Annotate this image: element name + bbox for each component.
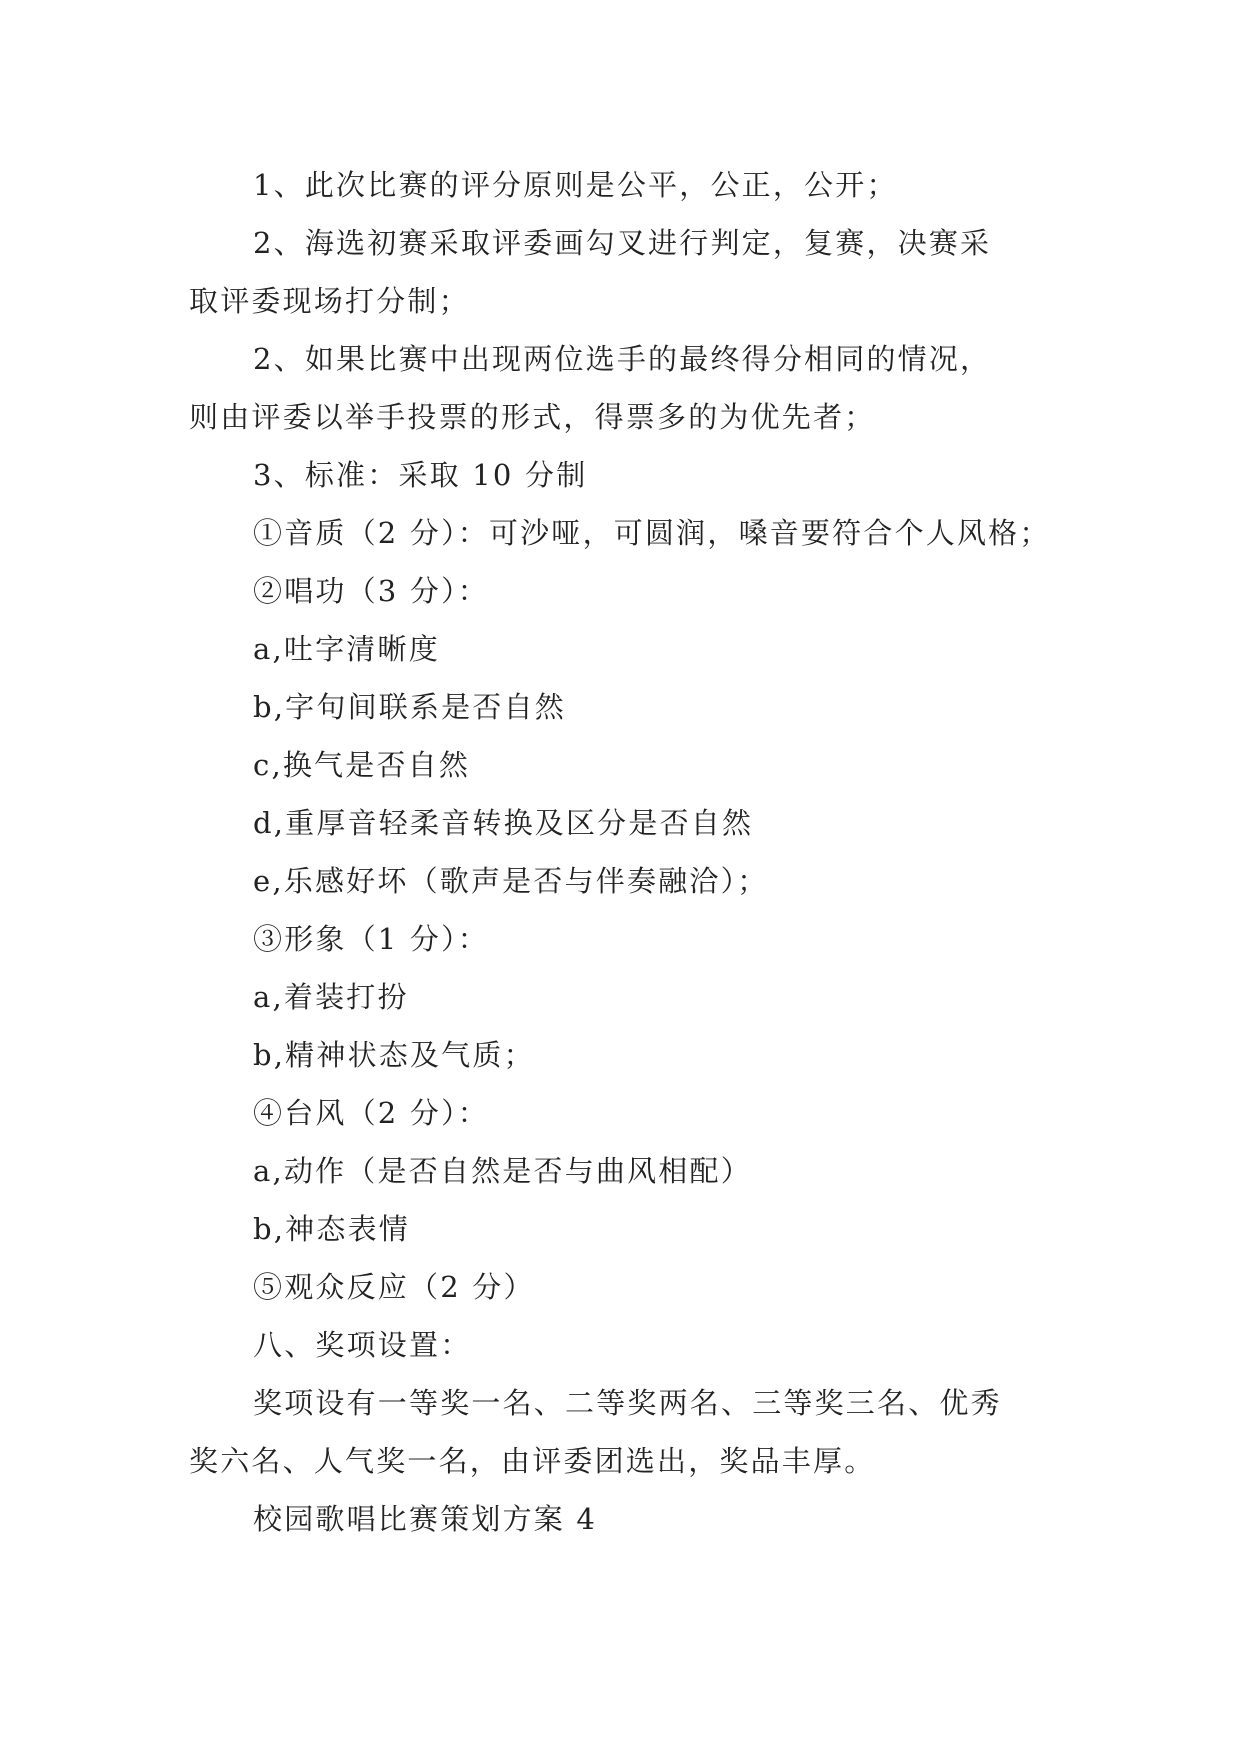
sub-item-expression: b,神态表情 [253, 1212, 410, 1246]
awards-description-cont: 奖六名、人气奖一名，由评委团选出，奖品丰厚。 [189, 1444, 876, 1478]
criterion-stage-presence: ④台风（2 分）： [253, 1096, 489, 1130]
sub-item-spirit: b,精神状态及气质； [253, 1038, 535, 1072]
rule-tie-break-cont: 则由评委以举手投票的形式，得票多的为优先者； [189, 400, 876, 434]
rule-tie-break: 2、如果比赛中出现两位选手的最终得分相同的情况， [253, 342, 992, 376]
rule-standard: 3、标准：采取 10 分制 [253, 458, 588, 492]
rule-judging-method: 2、海选初赛采取评委画勾叉进行判定，复赛，决赛采 [253, 226, 992, 260]
rule-fair-principle: 1、此次比赛的评分原则是公平，公正，公开； [253, 168, 898, 202]
section-heading-awards: 八、奖项设置： [253, 1328, 472, 1362]
sub-item-tone-switch: d,重厚音轻柔音转换及区分是否自然 [253, 806, 754, 840]
awards-description: 奖项设有一等奖一名、二等奖两名、三等奖三名、优秀 [253, 1386, 1002, 1420]
sub-item-attire: a,着装打扮 [253, 980, 409, 1014]
sub-item-breathing: c,换气是否自然 [253, 748, 471, 782]
sub-item-phrasing: b,字句间联系是否自然 [253, 690, 566, 724]
sub-item-musicality: e,乐感好坏（歌声是否与伴奏融洽）； [253, 864, 769, 898]
sub-item-diction: a,吐字清晰度 [253, 632, 440, 666]
criterion-voice-quality: ①音质（2 分）：可沙哑，可圆润，嗓音要符合个人风格； [253, 516, 1051, 550]
sub-item-movement: a,动作（是否自然是否与曲风相配） [253, 1154, 752, 1188]
criterion-audience: ⑤观众反应（2 分） [253, 1270, 535, 1304]
rule-judging-method-cont: 取评委现场打分制； [189, 284, 470, 318]
next-section-title: 校园歌唱比赛策划方案 4 [253, 1502, 598, 1536]
criterion-singing-skill: ②唱功（3 分）： [253, 574, 489, 608]
criterion-appearance: ③形象（1 分）： [253, 922, 489, 956]
